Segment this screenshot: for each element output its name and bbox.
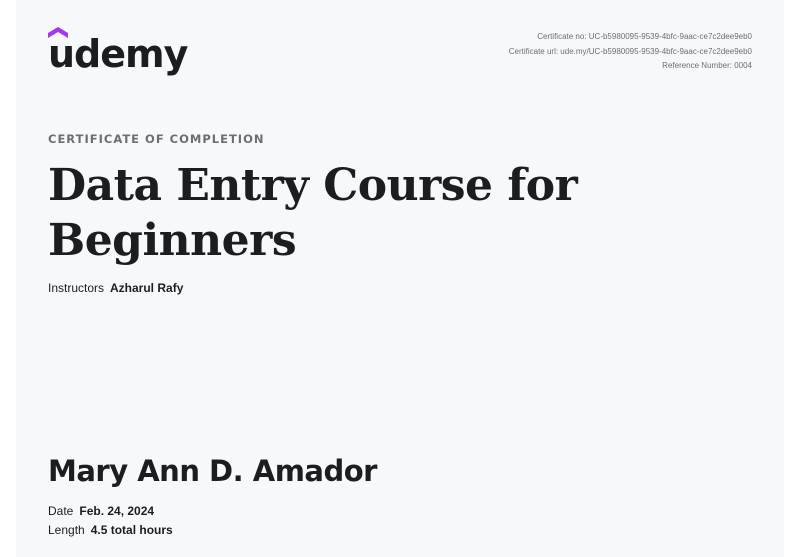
length-label: Length	[48, 523, 85, 537]
length-line	[48, 523, 173, 537]
certificate-url[interactable]: Certificate url: ude.my/UC-b5980095-9539-4bfc-9aac-ce7c2dee9eb0	[508, 46, 752, 56]
instructors-line	[48, 281, 183, 295]
logo-wordmark: udemy	[48, 32, 188, 76]
certificate-card	[16, 0, 784, 557]
date-label: Date	[48, 504, 74, 518]
certificate-meta	[509, 30, 752, 74]
date-value: Feb. 24, 2024	[79, 504, 155, 518]
certificate-number: Certificate no: UC-b5980095-9539-4bfc-9aac-ce7c2dee9eb0	[537, 32, 752, 41]
length-value: 4.5 total hours	[90, 523, 173, 537]
udemy-logo	[48, 26, 188, 78]
course-title: Data Entry Course for Beginners	[48, 160, 578, 266]
reference-number: Reference Number: 0004	[662, 61, 752, 70]
date-line	[48, 504, 154, 518]
instructor-name: Azharul Rafy	[110, 281, 184, 295]
certificate-eyebrow: CERTIFICATE OF COMPLETION	[48, 132, 265, 146]
student-name: Mary Ann D. Amador	[48, 454, 377, 488]
instructors-label: Instructors	[48, 281, 105, 295]
